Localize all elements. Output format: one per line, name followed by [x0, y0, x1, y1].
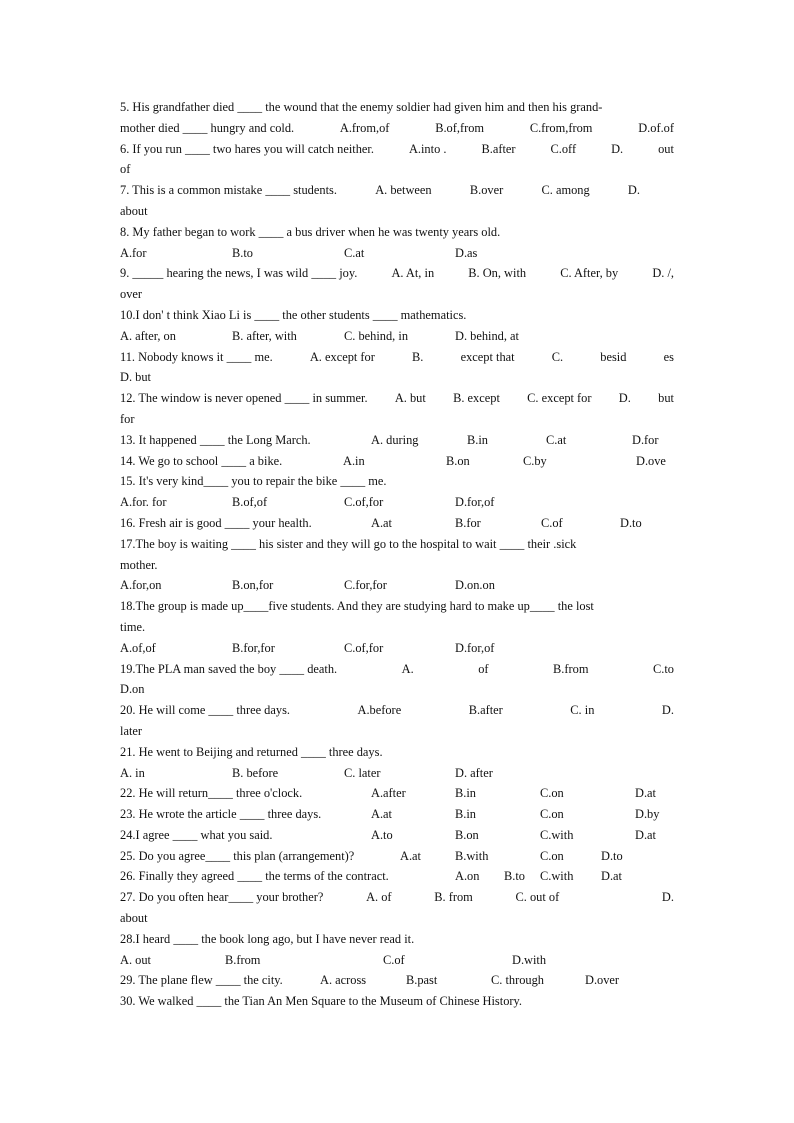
option-a: A. of — [366, 890, 392, 905]
option-d-text: out — [658, 141, 674, 156]
question-text: 6. If you run ____ two hares you will catch neither. — [120, 141, 374, 156]
option-b: B.to — [232, 245, 253, 260]
option-a: A. but — [394, 391, 426, 406]
question-line — [120, 305, 674, 326]
option-b: B.after — [468, 703, 503, 718]
question-line — [120, 430, 674, 451]
option-c: C. except for — [527, 391, 592, 406]
option-a: A. between — [375, 183, 432, 198]
question-line — [120, 929, 674, 950]
question-text: 20. He will come ____ three days. — [120, 703, 290, 718]
question-line — [120, 222, 674, 243]
options-line — [120, 638, 674, 659]
question-line — [120, 721, 674, 742]
option-c: C.on — [540, 848, 564, 863]
question-line — [120, 180, 674, 201]
question-text: D. but — [120, 370, 151, 385]
option-b: B.in — [455, 786, 476, 801]
option-c: C.from,from — [529, 120, 593, 135]
option-a: A.before — [357, 703, 402, 718]
question-line — [120, 388, 674, 409]
question-text: 24.I agree ____ what you said. — [120, 827, 273, 842]
question-line — [120, 825, 674, 846]
option-a: A.at — [400, 848, 421, 863]
option-b: B.over — [469, 183, 504, 198]
question-line — [120, 659, 674, 680]
question-text: for — [120, 411, 135, 426]
option-c: C.at — [344, 245, 365, 260]
option-c: C. later — [344, 765, 381, 780]
question-line — [120, 534, 674, 555]
option-a: A. in — [120, 765, 145, 780]
question-line — [120, 617, 674, 638]
option-c: C. behind, in — [344, 328, 409, 343]
question-text: 23. He wrote the article ____ three days. — [120, 807, 322, 822]
option-d: D. — [661, 890, 674, 905]
option-b: B.on — [455, 827, 479, 842]
option-d: D.at — [635, 786, 656, 801]
option-d: D.as — [455, 245, 478, 260]
option-a: A. out — [120, 952, 151, 967]
question-text: 13. It happened ____ the Long March. — [120, 432, 311, 447]
option-d: D.of.of — [638, 120, 674, 135]
option-a: A. after, on — [120, 328, 176, 343]
question-text: 9. _____ hearing the news, I was wild ____ joy. — [120, 266, 358, 281]
option-c-text: besid — [600, 349, 627, 364]
question-line — [120, 866, 674, 887]
question-text: about — [120, 203, 148, 218]
question-line — [120, 97, 674, 118]
question-line — [120, 887, 674, 908]
question-text: 16. Fresh air is good ____ your health. — [120, 515, 312, 530]
question-text: over — [120, 287, 143, 302]
question-text: 5. His grandfather died ____ the wound that the enemy soldier had given him and then his grand- — [120, 100, 603, 114]
question-line — [120, 118, 674, 139]
question-line — [120, 471, 674, 492]
option-d: D.by — [635, 807, 660, 822]
question-text: 15. It's very kind____ you to repair the bike ____ me. — [120, 474, 387, 489]
option-c: C. in — [570, 703, 595, 718]
question-text: 17.The boy is waiting ____ his sister and they will go to the hospital to wait ____ their .sick — [120, 536, 577, 551]
option-d: D.on.on — [455, 578, 495, 593]
option-c: C. After, by — [560, 266, 619, 281]
question-line — [120, 679, 674, 700]
question-line — [120, 409, 674, 430]
option-b: B. before — [232, 765, 279, 780]
option-b: B.for,for — [232, 640, 275, 655]
question-text: 25. Do you agree____ this plan (arrangement)? — [120, 848, 355, 863]
option-d: D.to — [620, 515, 642, 530]
question-line — [120, 908, 674, 929]
question-text: 7. This is a common mistake ____ students. — [120, 183, 337, 198]
option-d: D. — [627, 183, 640, 198]
option-b: B.after — [481, 141, 516, 156]
option-b: B.to — [504, 869, 525, 884]
option-c: C. among — [541, 183, 590, 198]
question-text: 26. Finally they agreed ____ the terms of the contract. — [120, 869, 389, 884]
option-a: A. across — [320, 973, 367, 988]
option-c: C.on — [540, 786, 564, 801]
option-b: B.in — [455, 807, 476, 822]
options-line — [120, 763, 674, 784]
option-b: B.past — [406, 973, 438, 988]
option-a: A.of,of — [120, 640, 156, 655]
question-line — [120, 804, 674, 825]
question-text: 30. We walked ____ the Tian An Men Square to the Museum of Chinese History. — [120, 994, 523, 1009]
option-d: D.with — [512, 952, 547, 967]
question-line — [120, 367, 674, 388]
option-b: B. from — [434, 890, 473, 905]
option-d: D.for,of — [455, 640, 495, 655]
question-text: 12. The window is never opened ____ in summer. — [120, 391, 368, 406]
option-b: B.from — [225, 952, 261, 967]
option-a: A. At, in — [391, 266, 435, 281]
question-text: 29. The plane flew ____ the city. — [120, 973, 283, 988]
question-text: about — [120, 911, 148, 926]
option-d: D.for,of — [455, 495, 495, 510]
option-b: B.for — [455, 515, 481, 530]
option-c: C.of — [383, 952, 405, 967]
option-d: D.to — [601, 848, 623, 863]
option-a: A.on — [455, 869, 480, 884]
option-d: D. — [611, 141, 624, 156]
option-d: D.ove — [636, 453, 666, 468]
option-a: A.in — [343, 453, 365, 468]
option-b: B.of,from — [435, 120, 485, 135]
options-line — [120, 950, 674, 971]
option-c: C.with — [540, 869, 574, 884]
option-a: A. except for — [309, 349, 375, 364]
option-a: A.for. for — [120, 495, 167, 510]
option-c: C. through — [491, 973, 545, 988]
option-c: C.off — [550, 141, 577, 156]
option-d: D.at — [635, 827, 656, 842]
option-c-text-end: es — [663, 349, 674, 364]
option-d: D. — [618, 391, 631, 406]
option-b: B. except — [453, 391, 500, 406]
option-b: B.on — [446, 453, 470, 468]
options-line — [120, 326, 674, 347]
question-line — [120, 201, 674, 222]
question-line — [120, 596, 674, 617]
option-a: A.to — [371, 827, 393, 842]
question-line — [120, 783, 674, 804]
option-a-text: of — [478, 661, 489, 676]
option-b: B.on,for — [232, 578, 274, 593]
option-b: B.in — [467, 432, 488, 447]
question-line — [120, 263, 674, 284]
question-text: mother. — [120, 557, 158, 572]
question-text: 11. Nobody knows it ____ me. — [120, 349, 273, 364]
option-c: C.by — [523, 453, 547, 468]
question-text: of — [120, 162, 131, 177]
question-line — [120, 991, 674, 1012]
question-line — [120, 159, 674, 180]
question-line — [120, 846, 674, 867]
option-b: B.of,of — [232, 495, 268, 510]
option-a: A.at — [371, 515, 392, 530]
option-b: B.from — [553, 661, 589, 676]
option-c: C.with — [540, 827, 574, 842]
option-b-text: except that — [460, 349, 515, 364]
question-line — [120, 555, 674, 576]
question-line — [120, 700, 674, 721]
question-line — [120, 347, 674, 368]
question-line — [120, 139, 674, 160]
option-a: A.for,on — [120, 578, 162, 593]
option-c: C.of,for — [344, 495, 384, 510]
question-text: time. — [120, 619, 146, 634]
question-text: 10.I don' t think Xiao Li is ____ the other students ____ mathematics. — [120, 307, 467, 322]
question-text: D.on — [120, 682, 145, 697]
option-a: A.from,of — [339, 120, 390, 135]
option-b: B.with — [455, 848, 489, 863]
question-text: 8. My father began to work ____ a bus driver when he was twenty years old. — [120, 224, 501, 239]
question-line — [120, 451, 674, 472]
option-d: D. behind, at — [455, 328, 520, 343]
option-d: D.at — [601, 869, 622, 884]
question-text: 28.I heard ____ the book long ago, but I have never read it. — [120, 931, 415, 946]
question-text: 21. He went to Beijing and returned ____ three days. — [120, 744, 383, 759]
option-c: C.of,for — [344, 640, 384, 655]
question-text: 19.The PLA man saved the boy ____ death. — [120, 661, 338, 676]
option-a: A. — [401, 661, 414, 676]
question-text: mother died ____ hungry and cold. — [120, 120, 295, 135]
question-text: 14. We go to school ____ a bike. — [120, 453, 283, 468]
option-b: B. On, with — [468, 266, 527, 281]
option-b: B. after, with — [232, 328, 297, 343]
option-a: A.at — [371, 807, 392, 822]
option-c: C.at — [546, 432, 567, 447]
option-c: C. — [551, 349, 564, 364]
question-line — [120, 742, 674, 763]
question-line — [120, 513, 674, 534]
option-c: C.to — [652, 661, 674, 676]
option-d: D. after — [455, 765, 493, 780]
question-line — [120, 970, 674, 991]
options-line — [120, 575, 674, 596]
option-c: C.on — [540, 807, 564, 822]
option-d: D. — [661, 703, 674, 718]
option-d-text: but — [658, 391, 674, 406]
option-c: C. out of — [515, 890, 560, 905]
options-line — [120, 243, 674, 264]
option-a: A.into . — [408, 141, 447, 156]
option-b: B. — [412, 349, 424, 364]
option-a: A.for — [120, 245, 147, 260]
question-text: 18.The group is made up____five students. And they are studying hard to make up____ the lost — [120, 599, 594, 614]
options-line — [120, 492, 674, 513]
option-a: A.after — [371, 786, 406, 801]
exercise-page — [120, 97, 674, 1012]
option-d: D. /, — [652, 266, 674, 281]
option-c: C.for,for — [344, 578, 387, 593]
option-a: A. during — [371, 432, 419, 447]
question-text: later — [120, 723, 143, 738]
question-text: 22. He will return____ three o'clock. — [120, 786, 303, 801]
question-line — [120, 284, 674, 305]
option-c: C.of — [541, 515, 563, 530]
option-d: D.for — [632, 432, 659, 447]
question-text: 27. Do you often hear____ your brother? — [120, 890, 324, 905]
option-d: D.over — [585, 973, 620, 988]
